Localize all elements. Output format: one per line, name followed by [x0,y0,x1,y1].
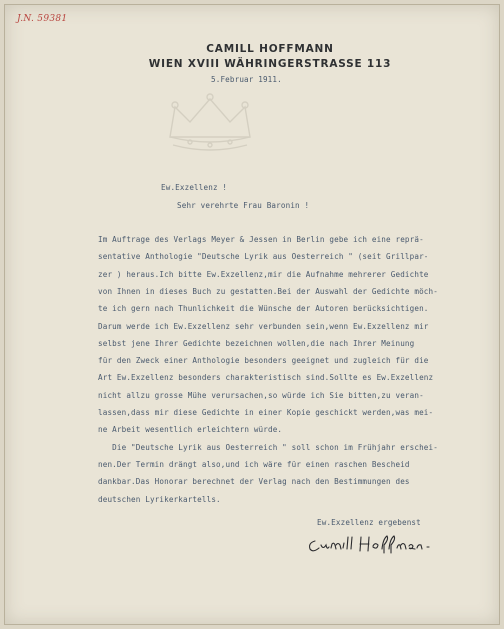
letter-sheet [4,4,500,625]
letter-body-line: Art Ew.Exzellenz besonders charakteristisch sind.Sollte es Ew.Exzellenz [98,373,434,383]
letter-body-line: lassen,dass mir diese Gedichte in einer Kopie geschickt werden,was mei- [98,408,434,417]
letter-body-line: deutschen Lyrikerkartells. [98,494,221,504]
letter-body-line: ne Arbeit wesentlich erleichtern würde. [98,425,283,435]
letter-date: 5.Februar 1911. [211,75,282,84]
letter-body-line: nicht allzu grosse Mühe verursachen,so würde ich Sie bitten,zu veran- [98,390,424,400]
crown-watermark-icon [155,87,265,157]
letter-body-line: nen.Der Termin drängt also,und ich wäre für einen raschen Bescheid [98,459,410,469]
letterhead-address: WIEN XVIII WÄHRINGERSTRASSE 113 [148,58,392,70]
letter-body-line: selbst jene Ihrer Gedichte bezeichnen wollen,die nach Ihrer Meinung [98,338,415,348]
salutation-line-1: Ew.Exzellenz ! [161,183,228,192]
letterhead-name: CAMILL HOFFMANN [206,43,334,55]
archive-reference: J.N. 59381 [17,14,68,24]
letter-body-line: Die "Deutsche Lyrik aus Oesterreich " soll schon im Frühjahr erschei- [98,442,438,452]
letter-body-line: te ich gern nach Thunlichkeit die Wünsche der Autoren berücksichtigen. [98,304,429,314]
letter-body-line: von Ihnen in dieses Buch zu gestatten.Bei der Auswahl der Gedichte möch- [98,286,438,296]
letter-body-line: sentative Anthologie "Deutsche Lyrik aus Oesterreich " (seit Grillpar- [98,252,429,262]
letter-body-line: für den Zweck einer Anthologie besonders geeignet und zugleich für die [98,356,429,366]
letter-body-line: zer ) heraus.Ich bitte Ew.Exzellenz,mir die Aufnahme mehrerer Gedichte [98,269,429,279]
letter-body-line: Darum werde ich Ew.Exzellenz sehr verbunden sein,wenn Ew.Exzellenz mir [98,321,429,331]
handwritten-signature [305,533,445,557]
letter-body-line: Im Auftrage des Verlags Meyer & Jessen in Berlin gebe ich eine reprä- [98,235,424,244]
letter-body-line: dankbar.Das Honorar berechnet der Verlag nach den Bestimmungen des [98,477,410,487]
salutation-line-2: Sehr verehrte Frau Baronin ! [177,201,310,210]
closing-line: Ew.Exzellenz ergebenst [317,518,421,527]
